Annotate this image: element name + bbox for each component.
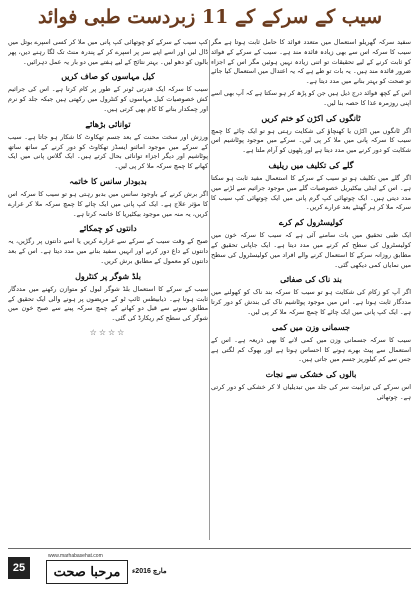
section-paragraph: سیب کا سرکہ جسمانی وزن میں کمی لانے کا بھی ذریعہ ہے۔ اس کے استعمال سے پیٹ بھرے ہونے کا احساس ہوتا ہے اور بھوک کم لگتی ہے جس سے کم کیلوریز جسم میں جاتی ہیں۔ <box>211 335 411 364</box>
section-heading: بدبودار سانس کا خاتمہ <box>69 175 147 186</box>
section-paragraph: اگر گلے میں تکلیف ہو تو سیب کے سرکے کا استعمال مفید ثابت ہو سکتا ہے۔ اس کے اینٹی بیکٹیریل خصوصیات گلے میں موجود جراثیم سے لڑنے میں مدد دیتی ہیں۔ ایک چوتھائی کپ گرم پانی میں ایک چوتھائی کپ سیب کا سرکہ ملا کر ہر گھنٹے بعد غرارے کریں۔ <box>211 173 411 212</box>
section-heading: بند ناک کی صفائی <box>280 274 342 285</box>
section-heading: ٹانگوں کی اکڑن کو ختم کریں <box>261 112 361 123</box>
section-heading: بلڈ شوگر پر کنٹرول <box>75 270 141 281</box>
page-number: 25 <box>8 557 30 579</box>
footer-rule <box>8 548 411 549</box>
section-heading: توانائی بڑھائے <box>85 118 131 129</box>
continued-paragraph: کپ سیب کے سرکے کو چوتھائی کپ پانی میں ملا کر کسی اسپرے بوتل میں ڈال لیں اور اسے اپنے سر پر اسپرے کر کے پندرہ منٹ تک لگا رہنے دیں، پھر بالوں کو دھو لیں۔ بہتر نتائج کے لیے ہفتے میں دو بار یہ عمل دہرائیں۔ <box>8 38 208 66</box>
section-paragraph: سیب کا سرکہ ایک قدرتی ٹونر کے طور پر کام کرتا ہے۔ اس کی جراثیم کش خصوصیات کیل مہاسوں کو کنٹرول میں رکھتی ہیں جبکہ جلد کو نرم اور چمکدار بنانے کا کام بھی کرتی ہیں۔ <box>8 85 208 113</box>
section-heading: کیل مہاسوں کو صاف کریں <box>61 71 155 82</box>
section-paragraph: اس سرکے کی تیزابیت سر کی جلد میں تبدیلیاں لا کر خشکی کو دور کرتی ہے۔ چوتھائی <box>211 383 411 401</box>
section-paragraph: سیب کے سرکے کا استعمال بلڈ شوگر لیول کو متوازن رکھنے میں مددگار ثابت ہوتا ہے۔ ذیابیطس ٹائپ ٹو کے مریضوں پر ہونے والی ایک تحقیق کے مطابق سونے سے قبل دو کھانے کے چمچ سرکہ پینے سے صبح خون میں شوگر کی سطح کم ریکارڈ کی گئی۔ <box>8 284 208 323</box>
section-paragraph: اگر برش کرنے کے باوجود سانس میں بدبو رہتی ہو تو سیب کا سرکہ اس کا مؤثر علاج ہے۔ ایک کپ پانی میں ایک چائے کا چمچ سرکہ ملا کر غرارے کریں، یہ منہ میں موجود بیکٹیریا کا خاتمہ کرتا ہے۔ <box>8 189 208 218</box>
left-column <box>8 38 208 543</box>
section-heading: کولیسٹرول کم کرے <box>278 217 344 228</box>
column-divider <box>209 40 210 540</box>
section-heading: جسمانی وزن میں کمی <box>272 321 350 332</box>
intro-paragraph: اس کے کچھ فوائد درج ذیل ہیں جن کو پڑھ کر ہو سکتا ہے کہ آپ بھی اسے اپنی روزمرہ غذا کا حصہ بنا لیں۔ <box>211 88 411 107</box>
right-column <box>211 38 411 543</box>
magazine-logo: مرحبا صحت <box>46 560 128 584</box>
section-heading: بالوں کی خشکی سے نجات <box>265 369 357 380</box>
article-title: سیب کے سرکے کے 11 زبردست طبی فوائد <box>37 6 383 28</box>
section-paragraph: صبح کے وقت سیب کے سرکے سے غرارے کریں یا اسے دانتوں پر رگڑیں، یہ دانتوں کے داغ دور کرنے اور انہیں سفید بنانے میں مدد دیتا ہے۔ اس کے بعد دانتوں کو معمول کے مطابق برش کریں۔ <box>8 237 208 265</box>
section-paragraph: ورزش اور سخت محنت کے بعد جسم تھکاوٹ کا شکار ہو جاتا ہے۔ سیب کے سرکے میں موجود امائنو ایسڈز تھکاوٹ کو دور کرنے کے ساتھ ساتھ پوٹاشیم اور دیگر اجزاء توانائی بحال کرتے ہیں۔ ایک گلاس پانی میں ایک کھانے کا چمچ سرکہ ملا کر پی لیں۔ <box>8 132 208 171</box>
intro-paragraph: سفید سرکہ گھریلو استعمال میں متعدد فوائد کا حامل ثابت ہوتا ہے مگر سیب کا سرکہ اس سے بھی زیادہ فائدہ مند ہے۔ سیب کے سرکے کے فوائد کو ثابت کرنے کے لیے تحقیقات تو اتنی زیادہ نہیں ہوئیں مگر اس کے اجزاء ضرور فائدہ مند ہیں۔ یہ بات تو طے ہے کہ یہ اعتدال میں استعمال کیا جائے تو صحت کو بہتر بنانے میں مدد دیتا ہے۔ <box>211 38 411 86</box>
website-url: www.marhabasehat.com <box>48 553 103 559</box>
section-paragraph: اگر ٹانگوں میں اکڑن یا کھنچاؤ کی شکایت رہتی ہو تو ایک چائے کا چمچ سیب کا سرکہ پانی میں ملا کر پی لیں۔ سرکے میں موجود پوٹاشیم اس شکایت کو دور کرنے میں مدد دیتا ہے اور پٹھوں کو آرام ملتا ہے۔ <box>211 126 411 155</box>
section-heading: دانتوں کو چمکائے <box>79 223 137 234</box>
end-stars: ☆☆☆☆ <box>89 327 127 337</box>
section-paragraph: اگر آپ کو زکام کی شکایت ہو تو سیب کا سرکہ بند ناک کو کھولنے میں مددگار ثابت ہوتا ہے۔ اس میں موجود پوٹاشیم ناک کی بندش کو دور کرتا ہے۔ ایک کپ پانی میں ایک چائے کا چمچ سرکہ ملا کر پی لیں۔ <box>211 288 411 316</box>
section-paragraph: ایک طبی تحقیق میں بات سامنے آئی ہے کہ سیب کا سرکہ خون میں کولیسٹرول کی سطح کم کرنے میں مدد دیتا ہے۔ ایک جاپانی تحقیق کے مطابق روزانہ سرکے کا استعمال کرنے والے افراد میں کولیسٹرول کی سطح میں نمایاں کمی دیکھی گئی۔ <box>211 231 411 269</box>
section-heading: گلے کی تکلیف میں ریلیف <box>268 159 354 170</box>
issue-date: مارچ 2016ء <box>132 568 167 575</box>
page-footer <box>8 553 411 587</box>
